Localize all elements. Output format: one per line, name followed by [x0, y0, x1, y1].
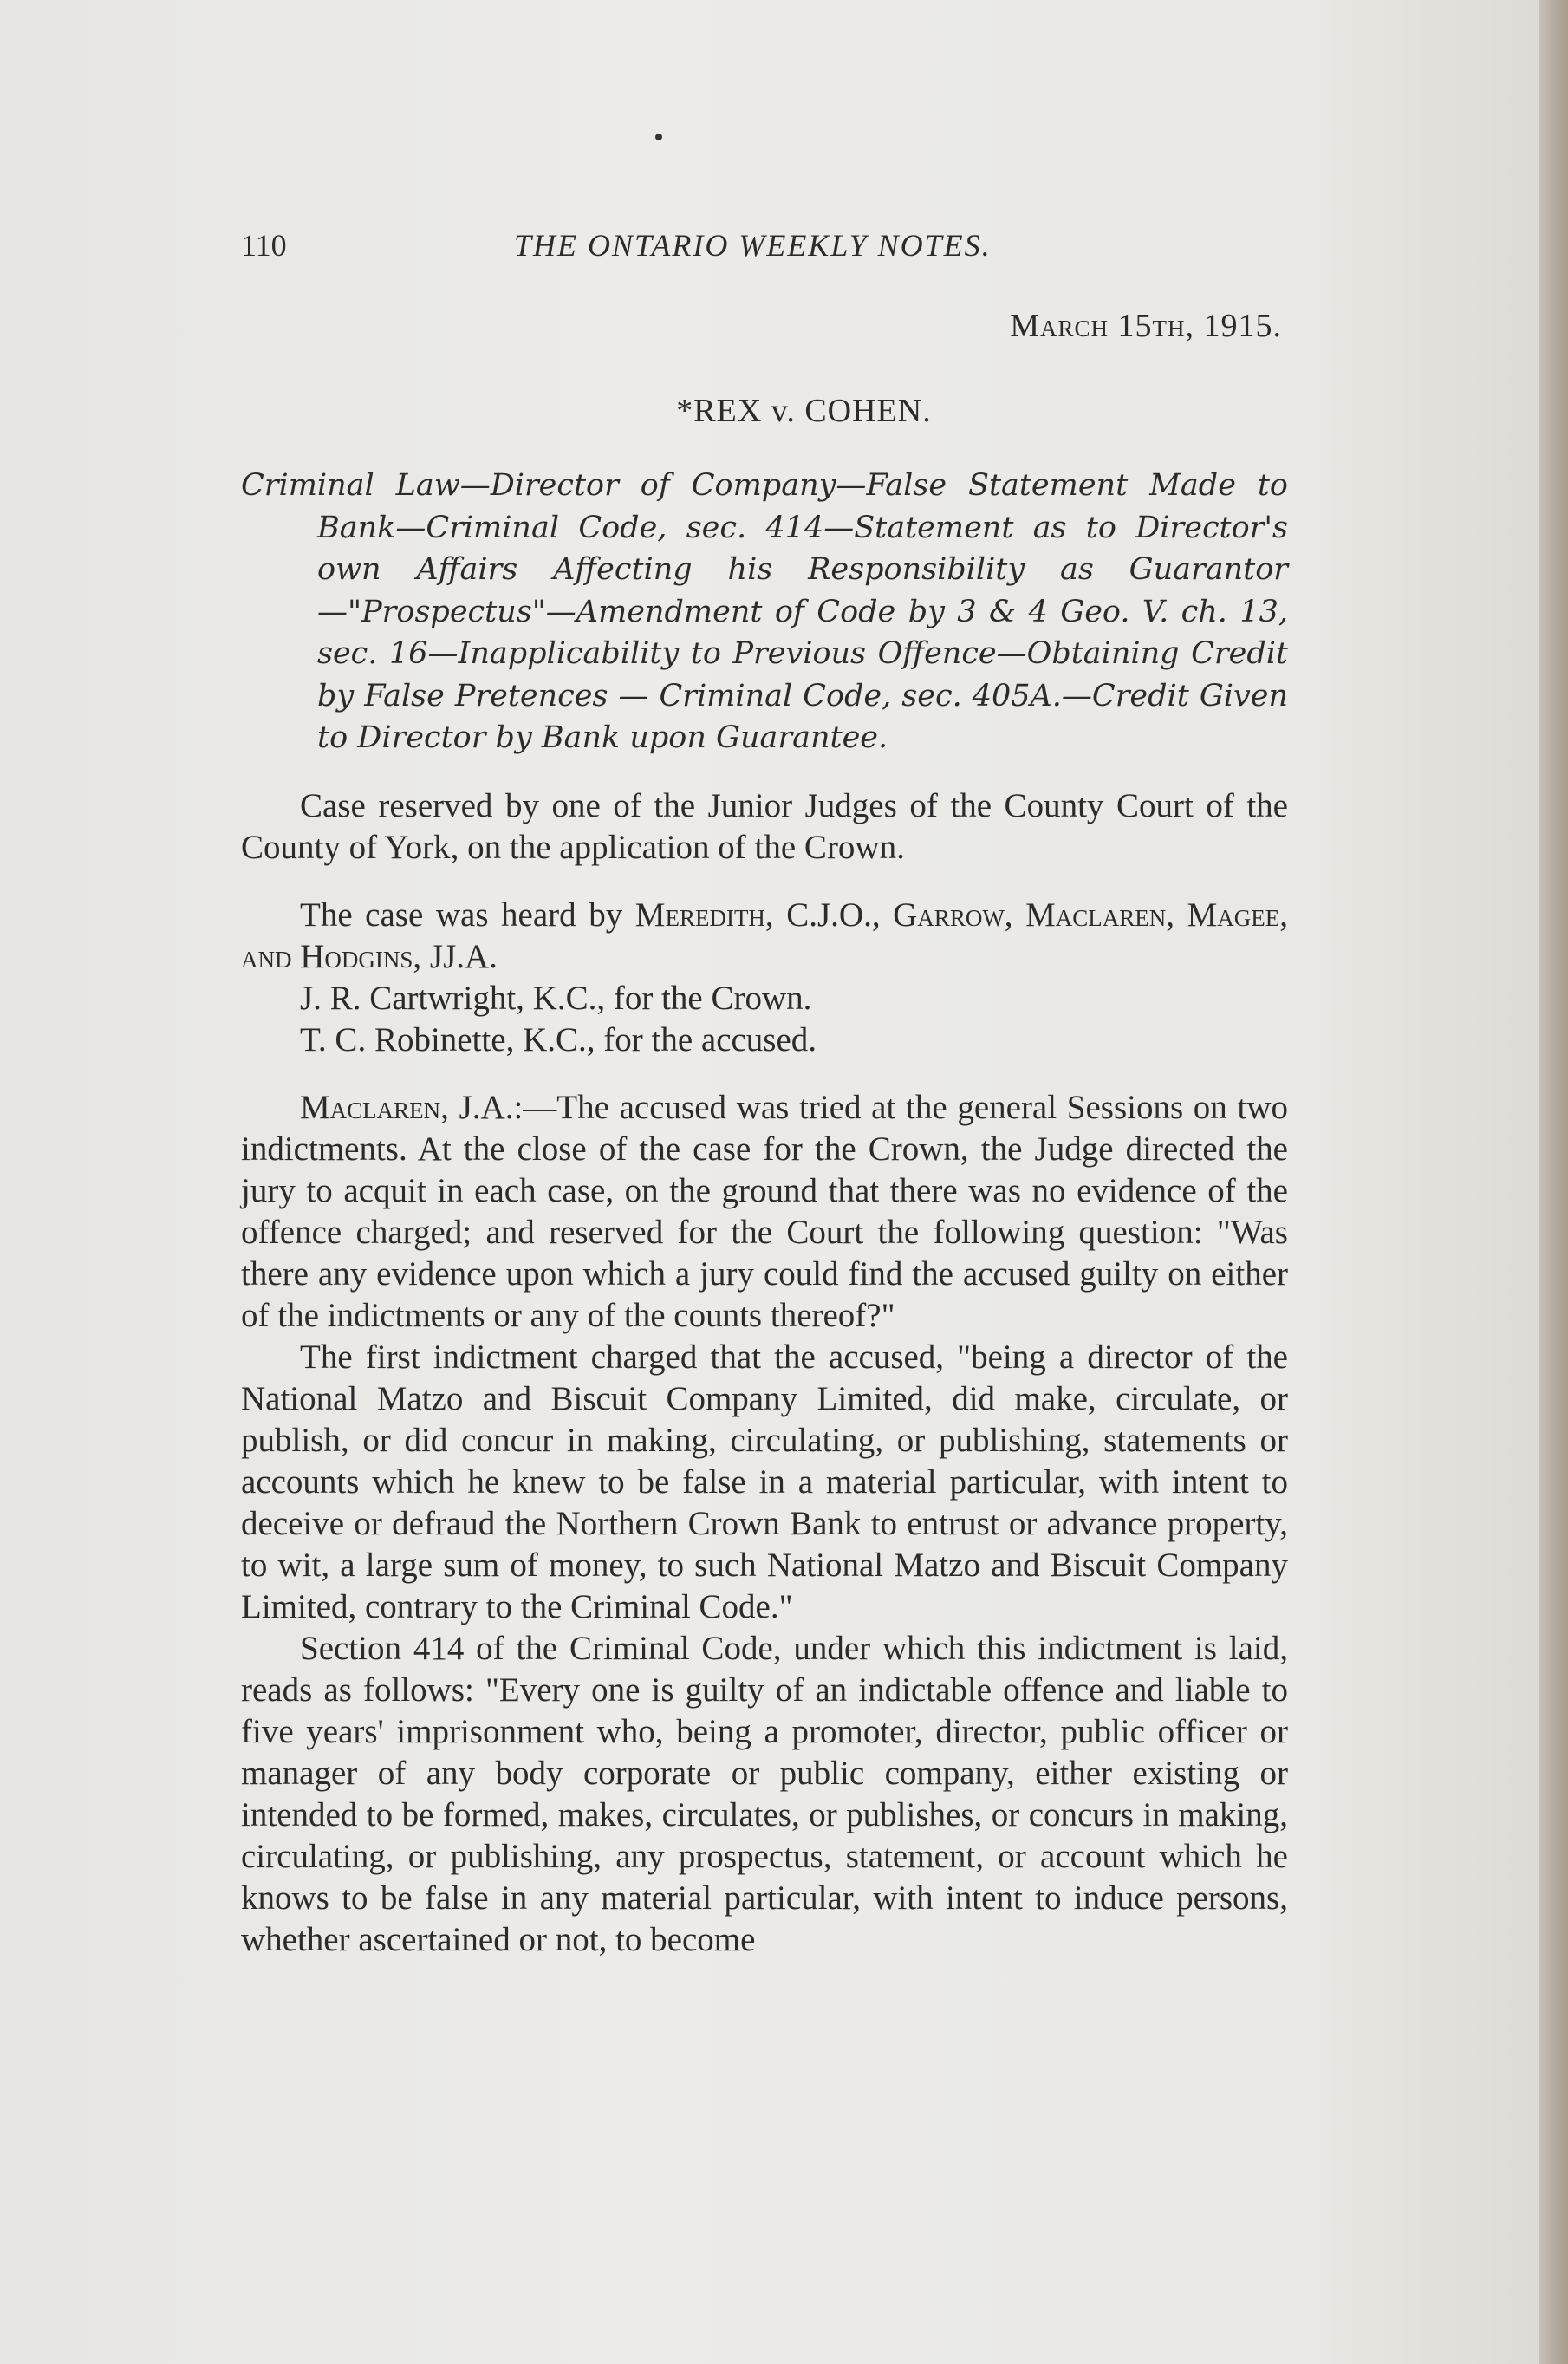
- running-header: [241, 227, 1307, 272]
- paragraph: [241, 1087, 1288, 1337]
- headnote: Criminal Law—Director of Company—False Statement Made to Bank—Criminal Code, sec. 414—Statement as to Director's own Affairs Affecting his Responsibility as Guarantor—"Prospectus"—Amendment of Code by 3 & 4 Geo. V. ch. 13, sec. 16—Inapplicability to Previous Offence—Obtaining Credit by False Pretences — Criminal Code, sec. 405A.—Credit Given to Director by Bank upon Guarantee.: [241, 468, 1288, 755]
- paragraph: [241, 895, 1288, 978]
- case-title: *REX v. COHEN.: [676, 393, 932, 429]
- page-number: 110: [241, 228, 287, 263]
- paragraph-text: :—The accused was tried at the general Sessions on two indictments. At the close of the case for the Crown, the Judge directed the jury to acquit in each case, on the ground that there was no evidence of the offence charged; and reserved for the Court the following question: "Was there any evidence upon which a jury could find the accused guilty on either of the indictments or any of the counts thereof?": [241, 1089, 1288, 1334]
- judge-author: Maclaren, J.A.: [300, 1089, 514, 1126]
- page-edge: [1539, 0, 1568, 2364]
- ink-dot: [655, 134, 662, 140]
- judges-names: Meredith, C.J.O., Garrow, Maclaren, Magee, and Hodgins, JJ.A.: [241, 896, 1289, 975]
- judgment-body: [241, 785, 1288, 1961]
- paragraph: Case reserved by one of the Junior Judges of the County Court of the County of York, on the application of the Crown.: [241, 787, 1288, 866]
- paragraph-text: The case was heard by: [300, 896, 635, 934]
- decision-date: March 15th, 1915.: [1010, 308, 1282, 344]
- counsel-accused: T. C. Robinette, K.C., for the accused.: [300, 1021, 817, 1058]
- running-title: THE ONTARIO WEEKLY NOTES.: [514, 228, 992, 263]
- paragraph: Section 414 of the Criminal Code, under which this indictment is laid, reads as follows: "Every one is guilty of an indictable offence and liable to five years' imprisonment who, being a promoter, director, public officer or manager of any body corporate or public company, either existing or intended to be formed, makes, circulates, or publishes, or concurs in making, circulating, or publishing, any prospectus, statement, or account which he knows to be false in any material particular, with intent to induce persons, whether ascertained or not, to become: [241, 1630, 1288, 1958]
- counsel-crown: J. R. Cartwright, K.C., for the Crown.: [300, 980, 812, 1017]
- paragraph: The first indictment charged that the accused, "being a director of the National Matzo and Biscuit Company Limited, did make, circulate, or publish, or did concur in making, circulating, or publishing, statements or accounts which he knew to be false in a material particular, with intent to deceive or defraud the Northern Crown Bank to entrust or advance property, to wit, a large sum of money, to such National Matzo and Biscuit Company Limited, contrary to the Criminal Code.": [241, 1338, 1288, 1625]
